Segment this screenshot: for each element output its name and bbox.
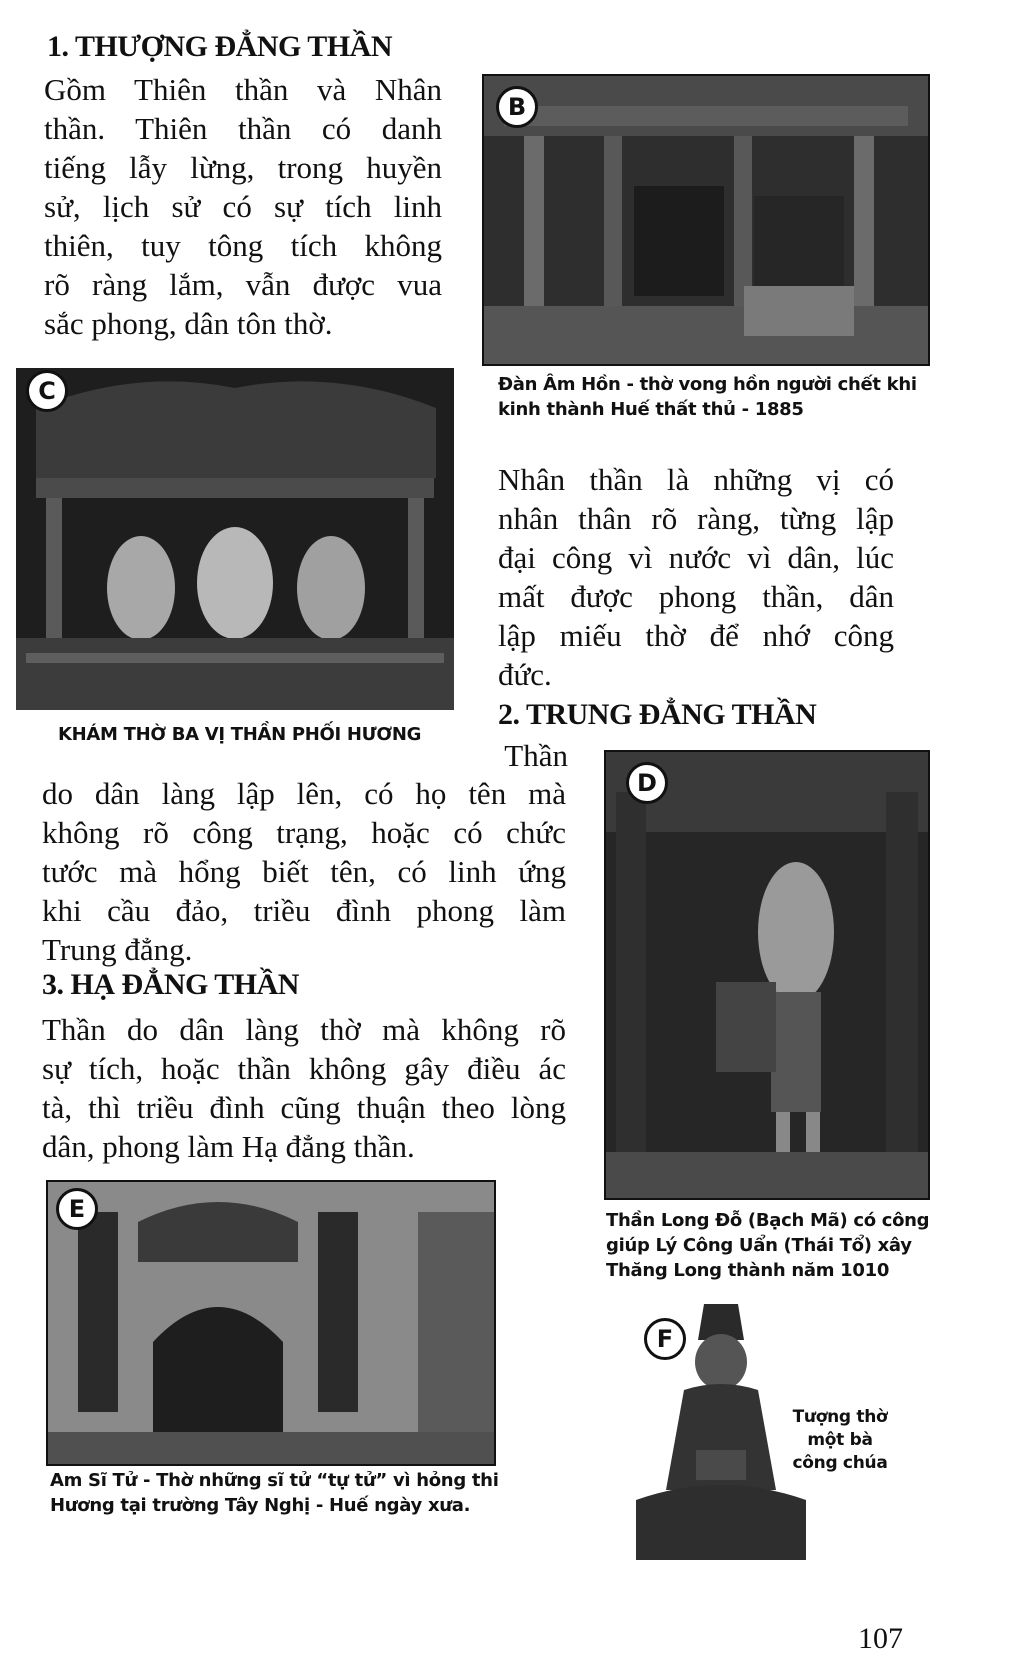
section-2-paragraph: [42, 774, 566, 969]
text-line: lập miếu thờ để nhớ công: [498, 618, 894, 653]
caption-line: KHÁM THỜ BA VỊ THẦN PHỐI HƯƠNG: [58, 724, 422, 745]
caption-line: Hương tại trường Tây Nghị - Huế ngày xưa.: [50, 1495, 471, 1516]
text-line: rõ ràng lắm, vẫn được vua: [44, 267, 442, 302]
caption-line: Thần Long Đỗ (Bạch Mã) có công: [606, 1210, 930, 1231]
text-line: tà, thì triều đình cũng thuận theo lòng: [42, 1090, 566, 1125]
text-line: thiên, tuy tông tích không: [44, 228, 442, 263]
text-line: mất được phong thần, dân: [498, 579, 894, 614]
altar-shrine-photo: [16, 368, 454, 710]
text-line: sự tích, hoặc thần không gây điều ác: [42, 1051, 566, 1086]
text-line: dân, phong làm Hạ đẳng thần.: [42, 1129, 415, 1164]
photo-e-am-si-tu: [46, 1180, 496, 1466]
section-2-heading: 2. TRUNG ĐẲNG THẦN: [498, 698, 817, 731]
section-1-paragraph: [44, 70, 442, 343]
photo-b-caption: [498, 372, 918, 422]
photo-d-caption: [606, 1208, 936, 1283]
caption-line: Thăng Long thành năm 1010: [606, 1260, 890, 1281]
text-line: thần. Thiên thần có danh: [44, 111, 442, 146]
photo-c-label: C: [26, 370, 68, 412]
caption-line: giúp Lý Công Uẩn (Thái Tổ) xây: [606, 1235, 912, 1256]
white-horse-statue-photo: [606, 752, 928, 1198]
text-line: do dân làng lập lên, có họ tên mà: [42, 776, 566, 811]
section-3-heading: 3. HẠ ĐẲNG THẦN: [42, 968, 299, 1001]
text-line: nhân thân rõ ràng, từng lập: [498, 501, 894, 536]
caption-line: một bà: [807, 1430, 873, 1450]
text-line: tiếng lẫy lừng, trong huyền: [44, 150, 442, 185]
text-line: tước mà hổng biết tên, có linh ứng: [42, 854, 566, 889]
text-line: Thần do dân làng thờ mà không rõ: [42, 1012, 566, 1047]
temple-gate-photo: [484, 76, 928, 364]
text-line: Gồm Thiên thần và Nhân: [44, 72, 442, 107]
section-1-paragraph-nhan-than: [498, 460, 894, 694]
caption-line: Tượng thờ: [792, 1407, 888, 1427]
photo-c-kham-tho: [16, 368, 454, 710]
section-3-paragraph: [42, 1010, 566, 1166]
photo-e-label: E: [56, 1188, 98, 1230]
photo-f-label: F: [644, 1318, 686, 1360]
text-line: khi cầu đảo, triều đình phong làm: [42, 893, 566, 928]
page-number: 107: [858, 1622, 903, 1655]
photo-d-label: D: [626, 762, 668, 804]
photo-b-dan-am-hon: [482, 74, 930, 366]
shrine-niche-photo: [48, 1182, 494, 1464]
text-line: Nhân thần là những vị có: [498, 462, 894, 497]
text-line: sử, lịch sử có sự tích linh: [44, 189, 442, 224]
photo-d-than-long-do: [604, 750, 930, 1200]
caption-line: Am Sĩ Tử - Thờ những sĩ tử “tự tử” vì hỏng thi: [50, 1470, 499, 1491]
section-1-heading: 1. THƯỢNG ĐẲNG THẦN: [47, 30, 392, 63]
section-2-first-word: Thần: [504, 738, 568, 773]
text-line: không rõ công trạng, hoặc có chức: [42, 815, 566, 850]
text-line: sắc phong, dân tôn thờ.: [44, 306, 333, 341]
photo-c-caption: [58, 722, 438, 747]
text-line: đức.: [498, 657, 552, 692]
photo-e-caption: [50, 1468, 510, 1518]
caption-line: kinh thành Huế thất thủ - 1885: [498, 399, 804, 420]
caption-line: Đàn Âm Hồn - thờ vong hồn người chết khi: [498, 374, 917, 395]
text-line: đại công vì nước vì dân, lúc: [498, 540, 894, 575]
caption-line: công chúa: [792, 1453, 888, 1473]
photo-b-label: B: [496, 86, 538, 128]
photo-f-caption: [790, 1406, 890, 1475]
text-line: Trung đẳng.: [42, 932, 193, 967]
